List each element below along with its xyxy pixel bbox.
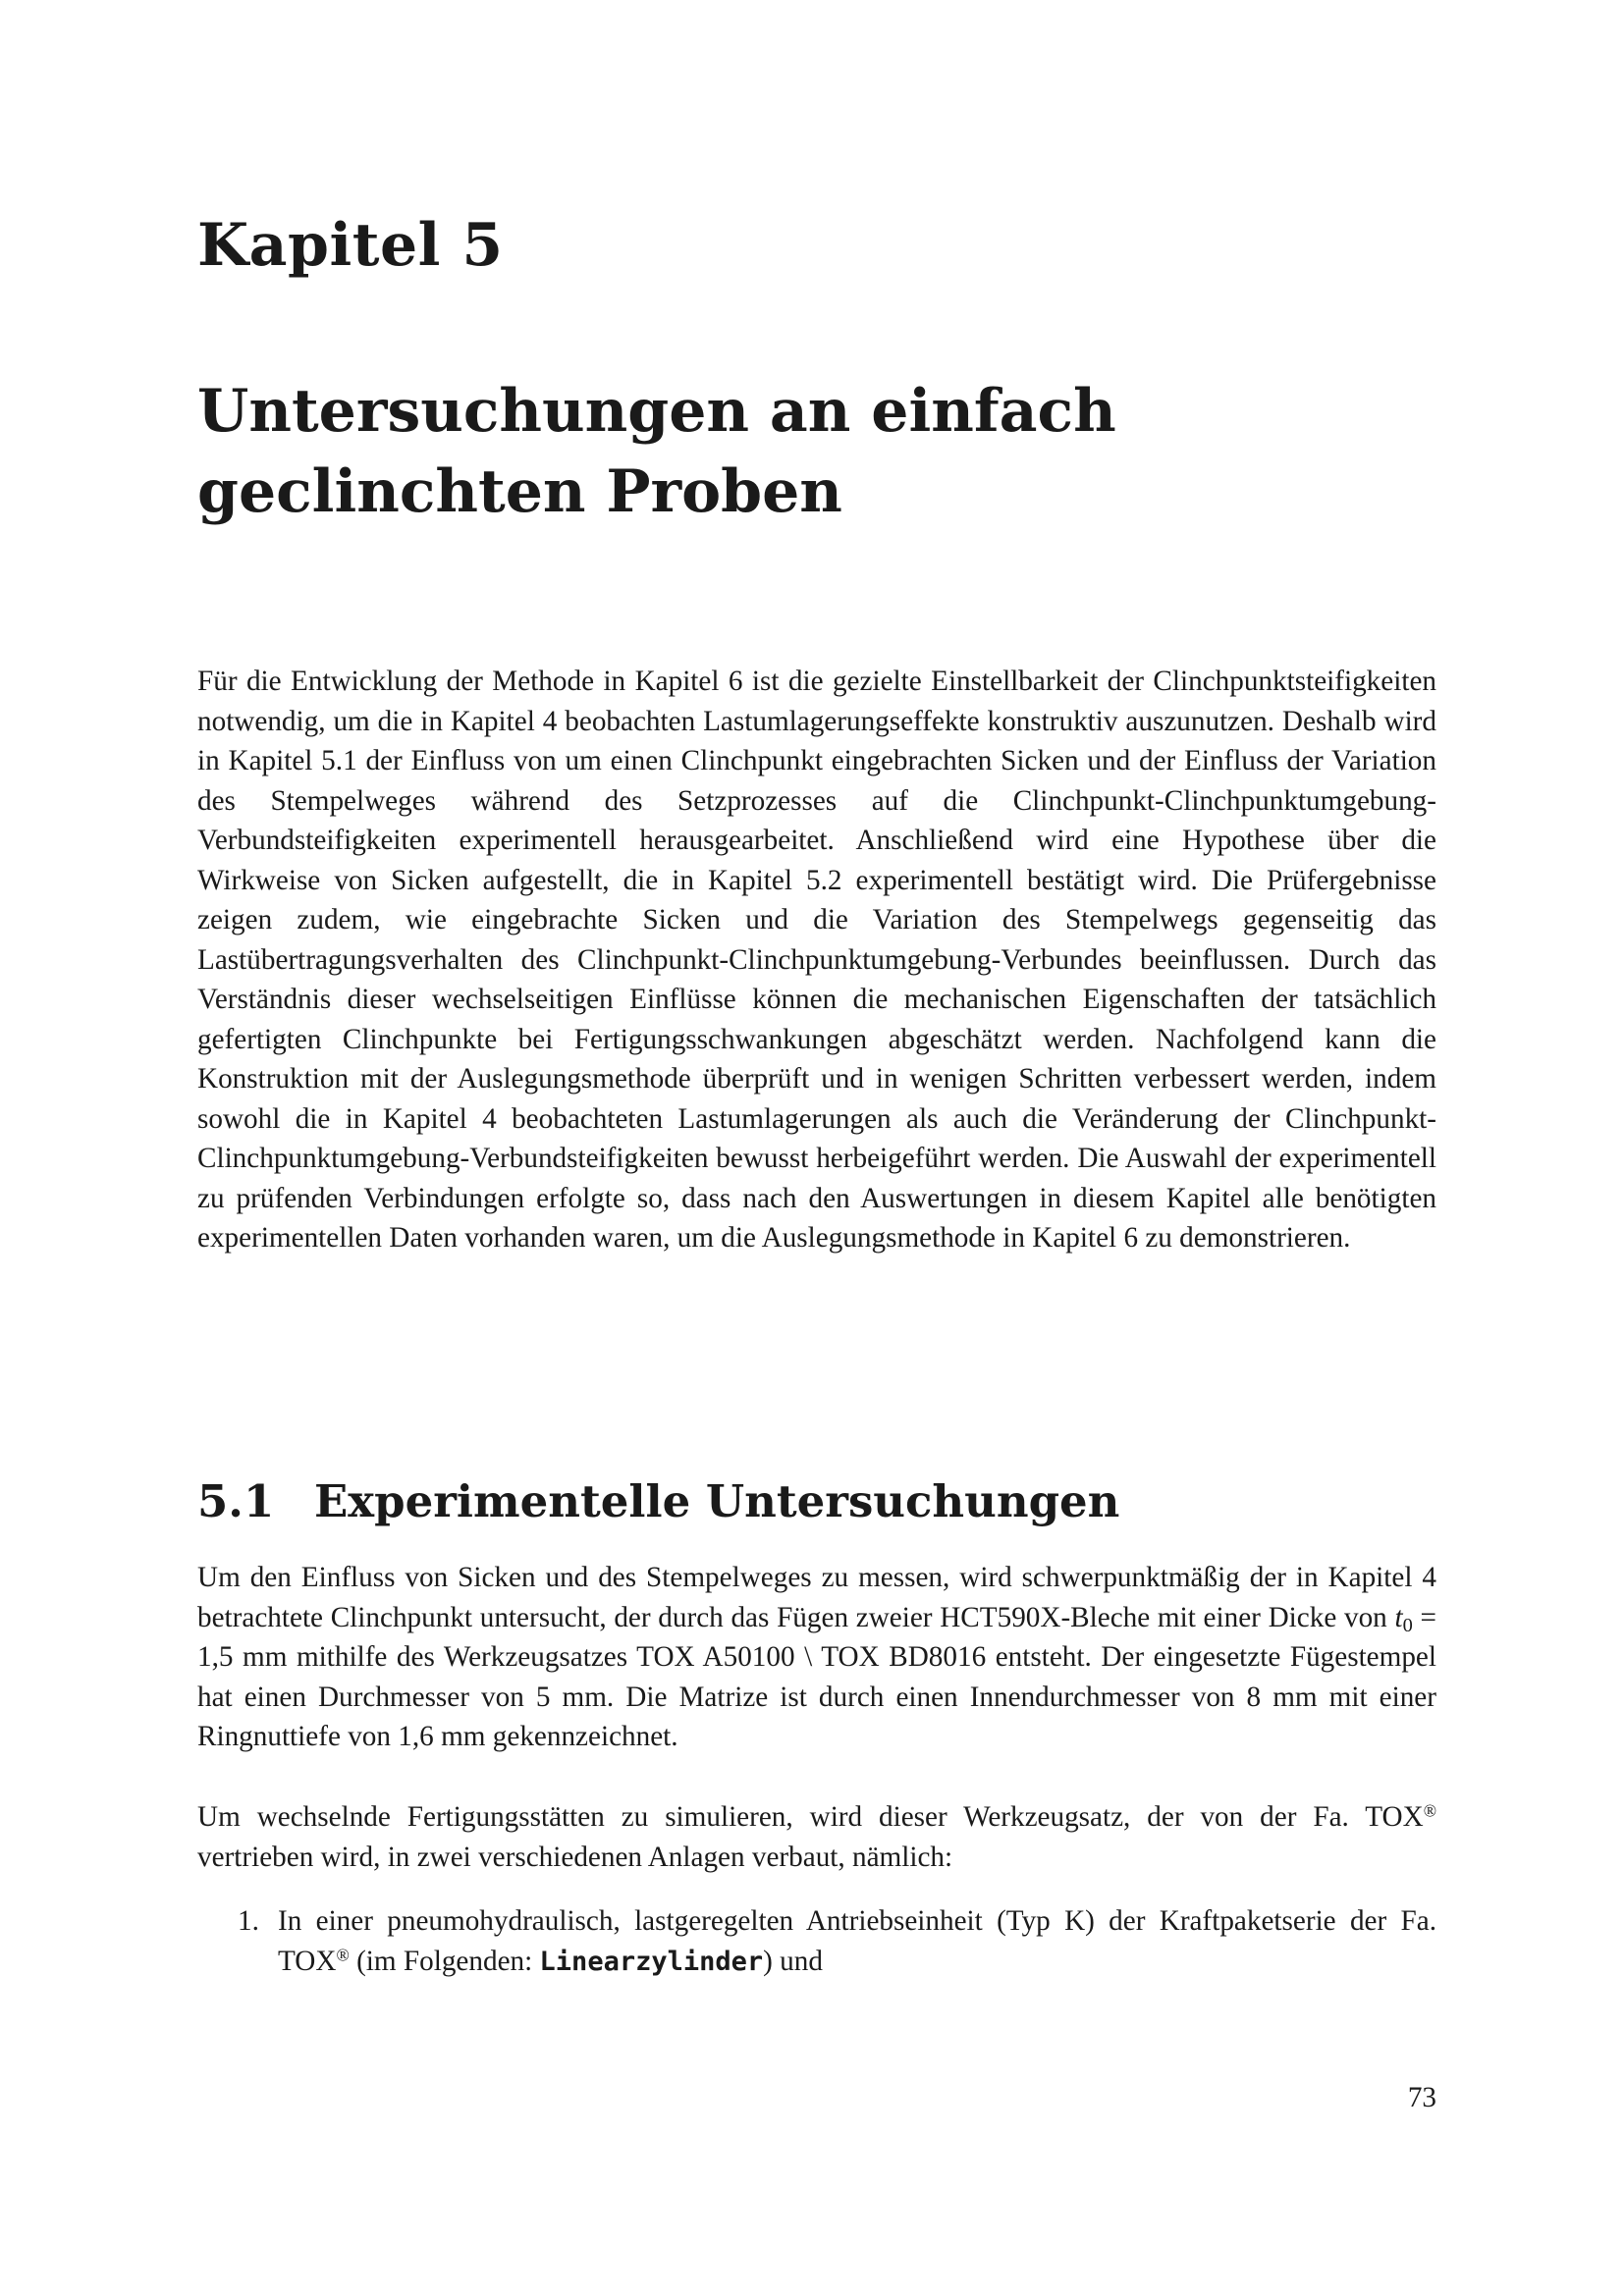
list-item-bold-term: Linearzylinder	[539, 1946, 764, 1977]
list-item-number: 1.	[238, 1905, 259, 1937]
section-number: 5.1	[197, 1475, 275, 1527]
section-paragraph-1-text-a: Um den Einfluss von Sicken und des Stempelweges zu messen, wird schwerpunktmäßig der in Kapitel 4 betrachtete Clinchpunkt untersucht, der durch das Fügen zweier HCT590X-Bleche mit einer Dicke von	[197, 1562, 1436, 1633]
list-item-text-c: ) und	[763, 1945, 823, 1977]
section-paragraph-1-text-b: = 1,5 mm mithilfe des Werkzeugsatzes TOX A50100 \ TOX BD8016 entsteht. Der eingesetzte Fügestempel hat einen Durchmesser von 5 mm. Die Matrize ist durch einen Innendurchmesser von 8 mm mit einer Ringnuttiefe von 1,6 mm gekennzeichnet.	[197, 1601, 1436, 1752]
document-page	[197, 0, 1436, 2296]
registered-mark: ®	[1423, 1800, 1436, 1821]
section-title: Experimentelle Untersuchungen	[314, 1475, 1120, 1527]
thickness-variable: t	[1394, 1601, 1403, 1633]
chapter-label: Kapitel 5	[197, 211, 504, 280]
chapter-title: Untersuchungen an einfach geclinchten Proben	[197, 377, 1116, 526]
page-number: 73	[1407, 2082, 1436, 2113]
intro-paragraph: Für die Entwicklung der Methode in Kapitel 6 ist die gezielte Einstellbarkeit der Clinchpunktsteifigkeiten notwendig, um die in Kapitel 4 beobachten Lastumlagerungseffekte konstruktiv auszunutzen. Deshalb wird in Kapitel 5.1 der Einfluss von um einen Clinchpunkt eingebrachten Sicken und der Einfluss der Variation des Stempelweges während des Setzprozesses auf die Clinchpunkt-Clinchpunktumgebung-Verbundsteifigkeiten experimentell herausgearbeitet. Anschließend wird eine Hypothese über die Wirkweise von Sicken aufgestellt, die in Kapitel 5.2 experimentell bestätigt wird. Die Prüfergebnisse zeigen zudem, wie eingebrachte Sicken und die Variation des Stempelwegs gegenseitig das Lastübertragungsverhalten des Clinchpunkt-Clinchpunktumgebung-Verbundes beeinflussen. Durch das Verständnis dieser wechselseitigen Einflüsse können die mechanischen Eigenschaften der tatsächlich gefertigten Clinchpunkte bei Fertigungsschwankungen abgeschätzt werden. Nachfolgend kann die Konstruktion mit der Auslegungsmethode überprüft und in wenigen Schritten verbessert werden, indem sowohl die in Kapitel 4 beobachteten Lastumlagerungen als auch die Veränderung der Clinchpunkt-Clinchpunktumgebung-Verbundsteifigkeiten bewusst herbeigeführt werden. Die Auswahl der experimentell zu prüfenden Verbindungen erfolgte so, dass nach den Auswertungen in diesem Kapitel alle benötigten experimentellen Daten vorhanden waren, um die Auslegungsmethode in Kapitel 6 zu demonstrieren.	[197, 666, 1436, 1254]
list-item-text-a: In einer pneumohydraulisch, lastgeregelten Antriebseinheit (Typ K) der Kraftpaketserie der Fa. TOX	[278, 1905, 1436, 1977]
section-paragraph-2	[197, 1797, 1436, 1877]
section-paragraph-1	[197, 1558, 1436, 1757]
registered-mark: ®	[336, 1944, 350, 1964]
section-paragraph-2-text-a: Um wechselnde Fertigungsstätten zu simulieren, wird dieser Werkzeugsatz, der von der Fa. TOX	[197, 1801, 1424, 1833]
section-paragraph-2-text-b: vertrieben wird, in zwei verschiedenen Anlagen verbaut, nämlich:	[197, 1841, 953, 1873]
enumerated-list	[197, 1901, 1436, 1982]
section-heading	[197, 1472, 1119, 1531]
list-item	[197, 1901, 1436, 1982]
thickness-subscript: 0	[1402, 1614, 1413, 1636]
list-item-text-b: (im Folgenden:	[349, 1945, 540, 1977]
